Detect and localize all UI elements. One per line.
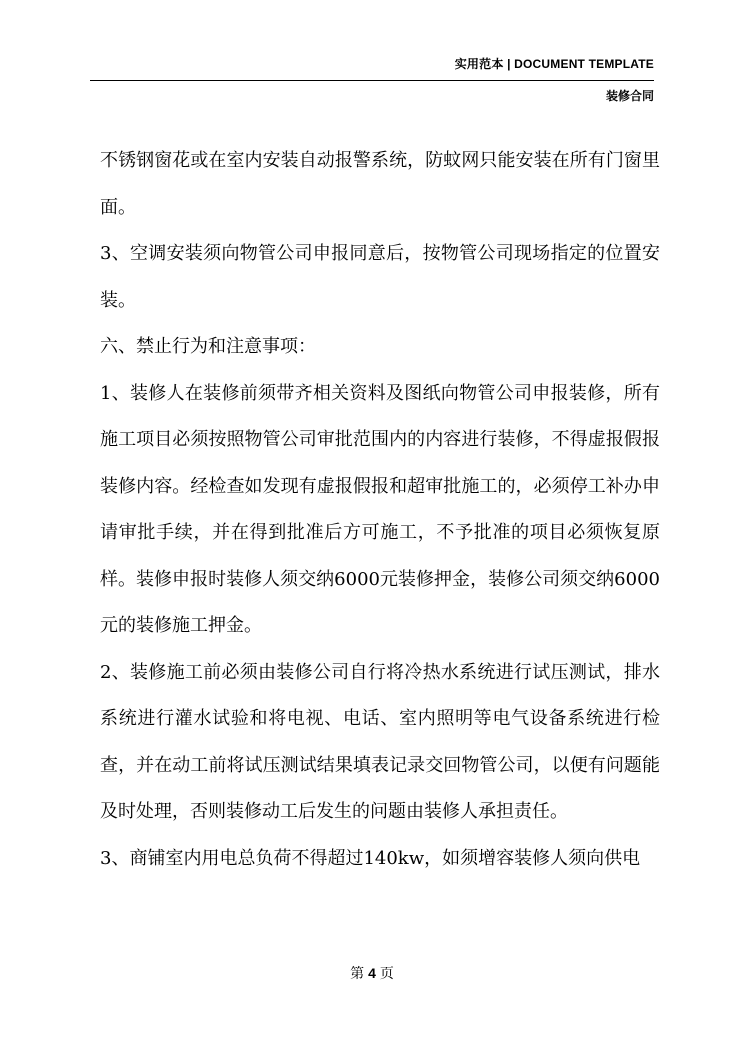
header-subtitle: 装修合同	[605, 89, 654, 103]
page-footer	[0, 963, 744, 983]
header-title: 实用范本 | DOCUMENT TEMPLATE	[454, 57, 654, 71]
paragraph-window-installation: 不锈钢窗花或在室内安装自动报警系统，防蚊网只能安装在所有门窗里面。	[100, 150, 660, 218]
paragraph-power-load: 3、商铺室内用电总负荷不得超过140kw，如须增容装修人须向供电	[100, 847, 641, 869]
paragraph-air-conditioner: 3、空调安装须向物管公司申报同意后，按物管公司现场指定的位置安装。	[100, 243, 660, 311]
page-suffix: 页	[379, 966, 394, 982]
page-number: 4	[368, 965, 376, 981]
paragraph-renovation-application: 1、装修人在装修前须带齐相关资料及图纸向物管公司申报装修，所有施工项目必须按照物管公司审批范围内的内容进行装修，不得虚报假报装修内容。经检查如发现有虚报假报和超审批施工的，必须停工补办申请审批手续，并在得到批准后方可施工，不予批准的项目必须恢复原样。装修申报时装修人须交纳6000元装修押金，装修公司须交纳6000元的装修施工押金。	[100, 382, 660, 636]
document-body	[100, 138, 660, 882]
header-divider	[90, 80, 654, 81]
page-prefix: 第	[350, 966, 365, 982]
paragraph-pressure-testing: 2、装修施工前必须由装修公司自行将冷热水系统进行试压测试，排水系统进行灌水试验和将电视、电话、室内照明等电气设备系统进行检查，并在动工前将试压测试结果填表记录交回物管公司，以便有问题能及时处理，否则装修动工后发生的问题由装修人承担责任。	[100, 661, 660, 822]
section-heading-prohibitions: 六、禁止行为和注意事项：	[100, 336, 316, 357]
